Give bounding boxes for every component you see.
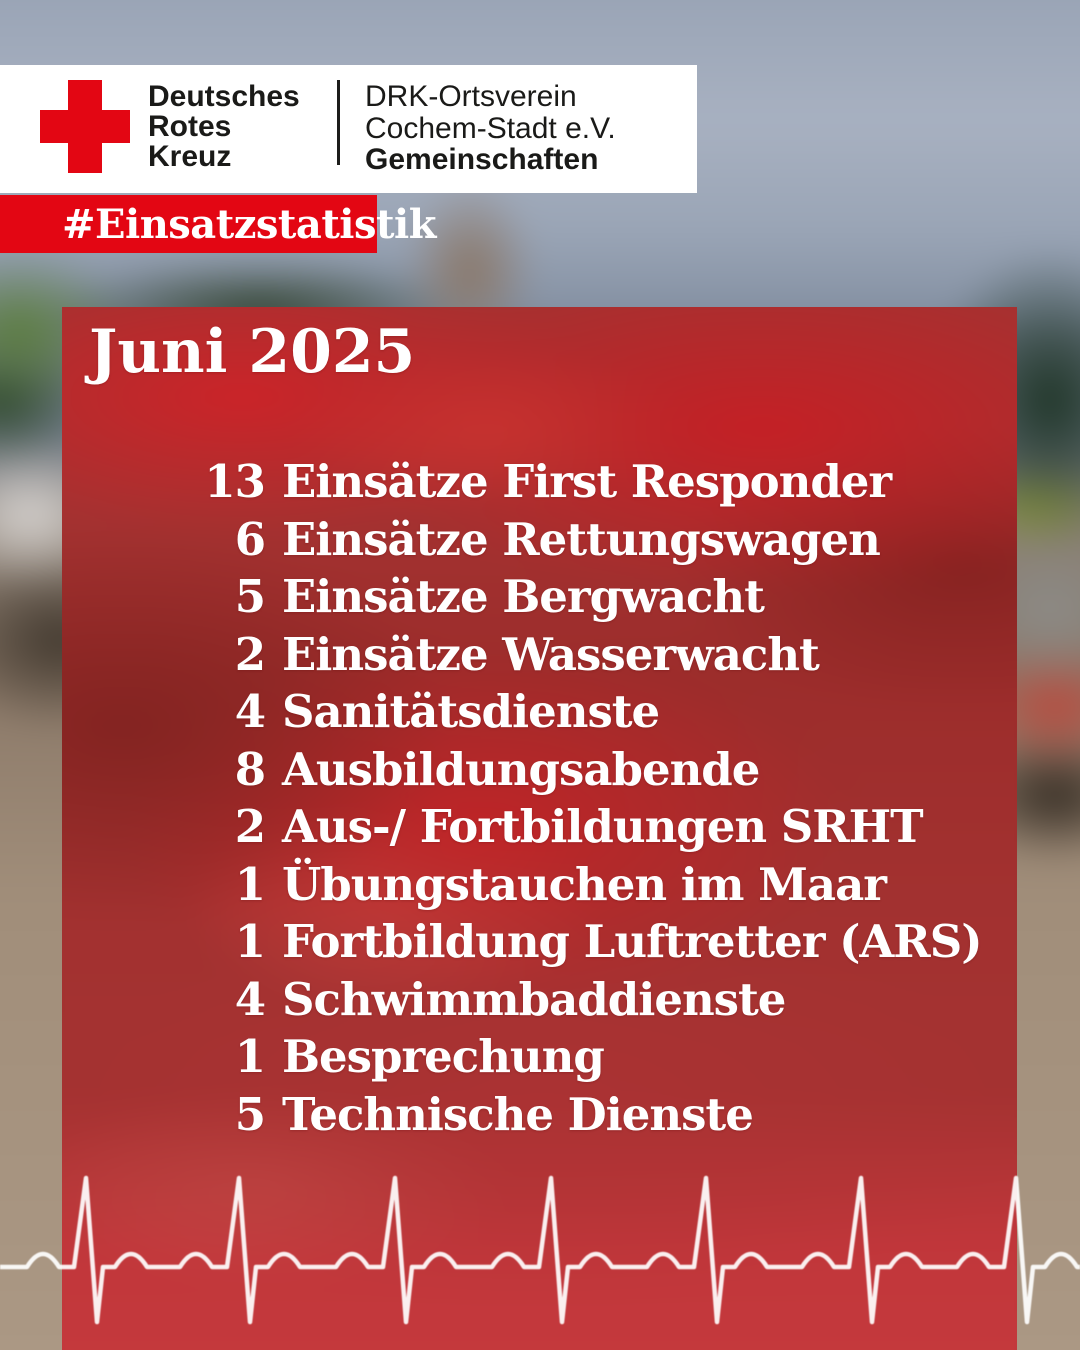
stat-label: Einsätze First Responder	[282, 455, 892, 508]
stat-row	[62, 971, 1017, 1029]
red-cross-icon	[40, 80, 130, 173]
stat-label: Fortbildung Luftretter (ARS)	[282, 915, 982, 968]
org-community-line: Gemeinschaften	[365, 143, 599, 176]
stat-count: 1	[234, 1030, 265, 1083]
org-name-line: Cochem-Stadt e.V.	[365, 111, 616, 145]
stat-row	[62, 568, 1017, 626]
hashtag-label: #Einsatzstatistik	[62, 200, 436, 248]
stat-count: 4	[234, 685, 265, 738]
stat-label: Technische Dienste	[282, 1087, 753, 1141]
stats-list	[62, 453, 1017, 1143]
header-divider	[337, 80, 340, 165]
stat-label: Sanitätsdienste	[282, 685, 660, 738]
stat-label: Besprechung	[282, 1030, 604, 1083]
stat-label: Übungstauchen im Maar	[282, 857, 886, 911]
stat-row	[62, 798, 1017, 856]
org-name-line: DRK-Ortsverein	[365, 80, 577, 113]
stat-row	[62, 511, 1017, 569]
stat-count: 2	[234, 800, 265, 853]
stat-label: Schwimmbaddienste	[282, 972, 786, 1026]
stat-label: Ausbildungsabende	[282, 742, 760, 796]
red-cross-horizontal-arm	[40, 110, 130, 143]
stat-label: Einsätze Rettungswagen	[282, 512, 880, 566]
hashtag-badge	[0, 195, 436, 253]
stat-label: Einsätze Bergwacht	[282, 570, 764, 623]
stat-count: 5	[234, 570, 265, 623]
stat-row	[62, 453, 1017, 511]
stat-row	[62, 856, 1017, 914]
stat-count: 8	[234, 742, 265, 796]
stat-row	[62, 1028, 1017, 1086]
brand-line: Deutsches	[148, 80, 300, 113]
brand-line: Kreuz	[148, 140, 232, 173]
stat-label: Aus-/ Fortbildungen SRHT	[282, 800, 923, 853]
month-title: Juni 2025	[89, 317, 416, 387]
stat-row	[62, 741, 1017, 799]
stat-row	[62, 626, 1017, 684]
stat-count: 1	[234, 915, 265, 968]
stat-count: 6	[234, 512, 265, 566]
stat-row	[62, 683, 1017, 741]
brand-line: Rotes	[148, 110, 232, 143]
stat-count: 1	[234, 857, 265, 911]
brand-wordmark	[148, 82, 300, 172]
stat-count: 5	[234, 1087, 265, 1141]
stat-label: Einsätze Wasserwacht	[282, 627, 819, 681]
stat-count: 4	[234, 972, 265, 1026]
org-block	[365, 81, 616, 176]
stat-row	[62, 1086, 1017, 1144]
stat-count: 13	[204, 455, 265, 508]
ekg-heartbeat-line	[0, 1160, 1080, 1345]
stat-row	[62, 913, 1017, 971]
stat-count: 2	[234, 627, 265, 681]
header-bar	[0, 65, 697, 193]
